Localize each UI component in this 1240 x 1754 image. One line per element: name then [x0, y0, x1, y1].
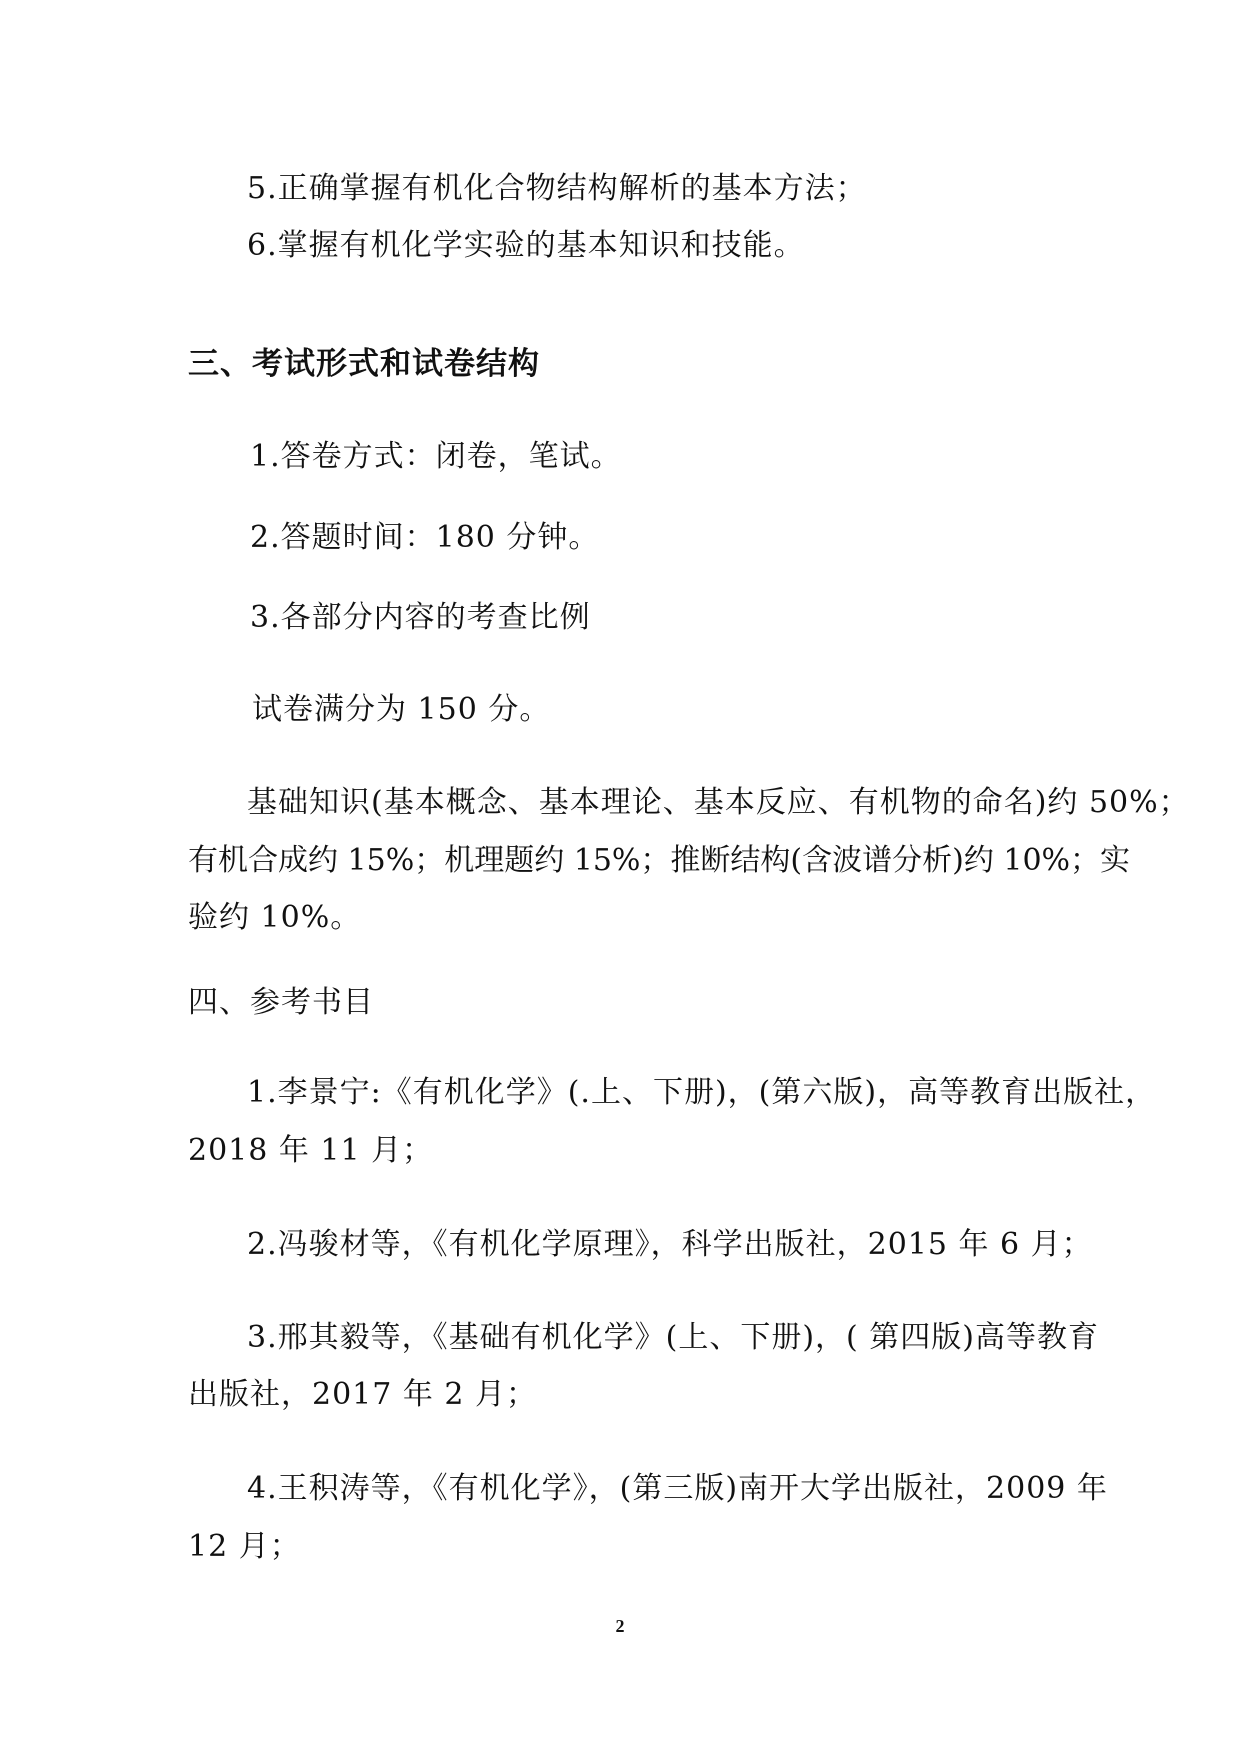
objective-item-5: 5.正确掌握有机化合物结构解析的基本方法；	[247, 171, 867, 206]
ratio-paragraph-line-1: 基础知识(基本概念、基本理论、基本反应、有机物的命名)约 50%；	[247, 785, 1190, 820]
objective-item-6: 6.掌握有机化学实验的基本知识和技能。	[247, 228, 805, 263]
exam-item-answer-method: 1.答卷方式：闭卷，笔试。	[250, 439, 622, 474]
reference-4-line-1: 4.王积涛等，《有机化学》，(第三版)南开大学出版社，2009 年	[247, 1471, 1108, 1506]
reference-1-line-2: 2018 年 11 月；	[188, 1133, 434, 1168]
full-score-note: 试卷满分为 150 分。	[252, 692, 551, 727]
reference-4-line-2: 12 月；	[188, 1529, 301, 1564]
reference-1-line-1: 1.李景宁:《有机化学》(.上、下册)，(第六版)，高等教育出版社，	[247, 1075, 1157, 1110]
reference-3-line-1: 3.邢其毅等，《基础有机化学》(上、下册)，( 第四版)高等教育	[247, 1320, 1099, 1355]
section-heading-exam-format: 三、考试形式和试卷结构	[188, 346, 540, 382]
section-heading-references: 四、参考书目	[188, 985, 374, 1020]
exam-item-answer-time: 2.答题时间：180 分钟。	[250, 520, 600, 555]
reference-2: 2.冯骏材等，《有机化学原理》，科学出版社，2015 年 6 月；	[247, 1227, 1093, 1262]
page-number: 2	[615, 1616, 625, 1636]
reference-3-line-2: 出版社，2017 年 2 月；	[188, 1377, 538, 1412]
ratio-paragraph-line-3: 验约 10%。	[188, 900, 362, 935]
ratio-paragraph-line-2: 有机合成约 15%；机理题约 15%；推断结构(含波谱分析)约 10%；实	[188, 843, 1131, 878]
exam-item-content-ratio: 3.各部分内容的考查比例	[250, 600, 591, 635]
